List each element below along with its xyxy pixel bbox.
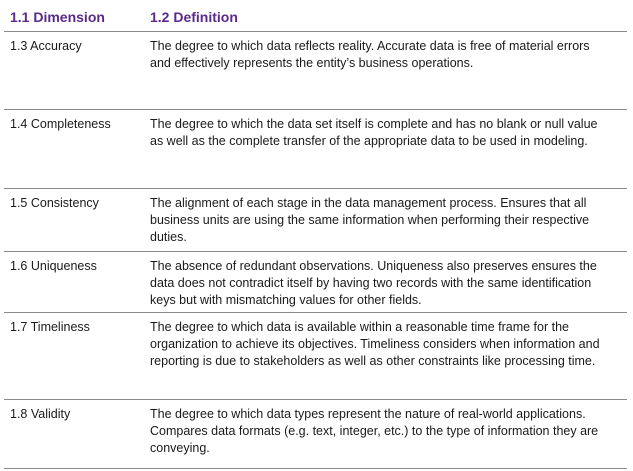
definition-cell: The absence of redundant observations. Uniqueness also preserves ensures the data does not contradict itself by having two records with the same identification keys but with mismatching values for other fields. [150, 259, 597, 307]
header-definition: 1.2 Definition [150, 9, 238, 25]
table-row [4, 110, 627, 189]
dimension-cell: 1.7 Timeliness [10, 320, 90, 334]
dimension-cell: 1.3 Accuracy [10, 39, 82, 53]
definition-cell: The alignment of each stage in the data management process. Ensures that all business units are using the same information when performing their respective duties. [150, 196, 590, 244]
table-row [4, 32, 627, 110]
definition-cell: The degree to which data types represent the nature of real-world applications. Compares data formats (e.g. text, integer, etc.) to the type of information they are conveying. [150, 407, 599, 455]
table-row [4, 252, 627, 313]
table-row [4, 189, 627, 252]
table-row [4, 400, 627, 469]
dimension-cell: 1.5 Consistency [10, 196, 99, 210]
dimension-cell: 1.6 Uniqueness [10, 259, 97, 273]
header-dimension: 1.1 Dimension [10, 9, 105, 25]
dimension-cell: 1.4 Completeness [10, 117, 111, 131]
definition-cell: The degree to which data is available within a reasonable time frame for the organization to achieve its objectives. Timeliness considers when information and reporting is due to stakeholders as well as other constraints like processing time. [150, 320, 600, 368]
data-quality-table [4, 0, 627, 469]
dimension-cell: 1.8 Validity [10, 407, 71, 421]
definition-cell: The degree to which the data set itself is complete and has no blank or null value as well as the complete transfer of the appropriate data to be used in modeling. [150, 117, 598, 148]
table-row [4, 313, 627, 400]
table-header [4, 0, 627, 32]
definition-cell: The degree to which data reflects reality. Accurate data is free of material errors and effectively represents the entity’s business operations. [150, 39, 590, 70]
